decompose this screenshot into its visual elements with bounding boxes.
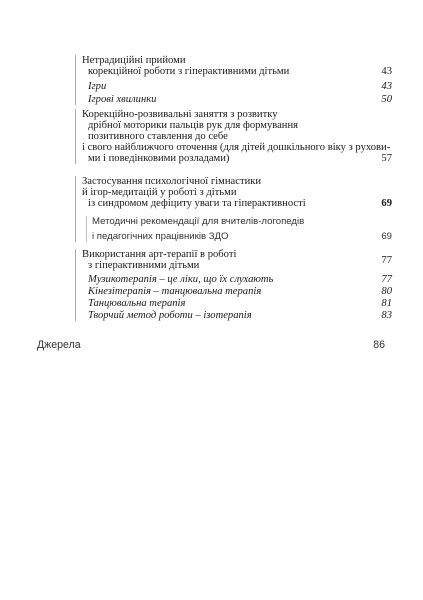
toc-subentry [82, 310, 392, 321]
toc-subentry [92, 231, 392, 242]
toc-subentry [82, 286, 392, 297]
toc-entry-text: з гіперактивними дітьми [88, 260, 200, 271]
toc-page-number: 80 [381, 286, 392, 297]
toc-entry-text: ми і поведінковими розладами) [88, 153, 230, 164]
toc-entry-text: Застосування психологічної гімнастики [82, 176, 262, 187]
toc-page-number: 57 [381, 153, 392, 164]
toc-subentry-text: Танцювальна терапія [88, 298, 186, 309]
toc-page-number: 43 [381, 81, 392, 92]
toc-subentry-text: Ігри [88, 81, 107, 92]
toc-entry-title [82, 198, 392, 209]
toc-entry-title [82, 187, 392, 198]
toc-entry-text: дрібної моторики пальців рук для формування [88, 120, 299, 131]
toc-subentry-text: Методичні рекомендації для вчителів-логопедів [92, 216, 305, 227]
toc-subentry-text: Ігрові хвилинки [88, 94, 157, 105]
toc-subentry [82, 81, 392, 92]
toc-entry-text: Корекційно-розвивальні заняття з розвитку [82, 109, 278, 120]
toc-entry-text: Використання арт-терапії в роботі [82, 249, 237, 260]
toc-entry-title [82, 109, 392, 120]
toc-section-nontraditional [75, 55, 392, 105]
toc-section-fine-motor [75, 109, 392, 164]
toc-subsection-recommendations [86, 216, 392, 242]
toc-section-art-therapy [75, 249, 392, 321]
toc-entry-text: позитивного ставлення до себе [88, 131, 228, 142]
toc-entry-text: із синдромом дефіциту уваги та гіперактивності [88, 198, 306, 209]
toc-subentry-text: Кінезітерапія – танцювальна терапія [88, 286, 262, 297]
toc-entry-text: й ігор-медитацій у роботі з дітьми [82, 187, 237, 198]
toc-entry-text: Джерела [37, 339, 81, 351]
toc-page-number: 43 [381, 66, 392, 77]
toc-page-number: 77 [381, 274, 392, 285]
toc-subentry [82, 274, 392, 285]
toc-entry-text: Нетрадиційні прийоми [82, 55, 186, 66]
toc-subentry-text: Музикотерапія – це ліки, що їх слухають [88, 274, 274, 285]
toc-entry-sources [37, 340, 385, 351]
toc-entry-text: корекційної роботи з гіперактивними дітьми [88, 66, 290, 77]
toc-page-number: 69 [381, 198, 392, 209]
toc-entry-title [82, 153, 392, 164]
toc-entry-title [82, 255, 392, 271]
toc-subentry [82, 298, 392, 309]
toc-subentry [92, 216, 392, 227]
toc-entry-title [82, 55, 392, 66]
toc-entry-title [82, 176, 392, 187]
toc-entry-title [82, 66, 392, 77]
toc-page-number: 83 [381, 310, 392, 321]
toc-entry-text: і свого найближчого оточення (для дітей дошкільного віку з рухови- [82, 142, 391, 153]
toc-entry-title [82, 120, 392, 131]
toc-page-number: 50 [381, 94, 392, 105]
toc-subentry-text: Творчий метод роботи – ізотерапія [88, 310, 252, 321]
toc-page-number: 86 [373, 339, 385, 351]
toc-page-number: 81 [381, 298, 392, 309]
toc-subentry-text: і педагогічних працівників ЗДО [92, 231, 229, 242]
toc-page-number: 69 [381, 231, 392, 242]
toc-entry-title [82, 249, 392, 260]
toc-page-number: 77 [381, 255, 392, 266]
toc-entry-title [82, 131, 392, 142]
toc-entry-title [82, 142, 392, 153]
toc-subentry [82, 94, 392, 105]
toc-section-psycho-gymnastics [75, 176, 392, 242]
